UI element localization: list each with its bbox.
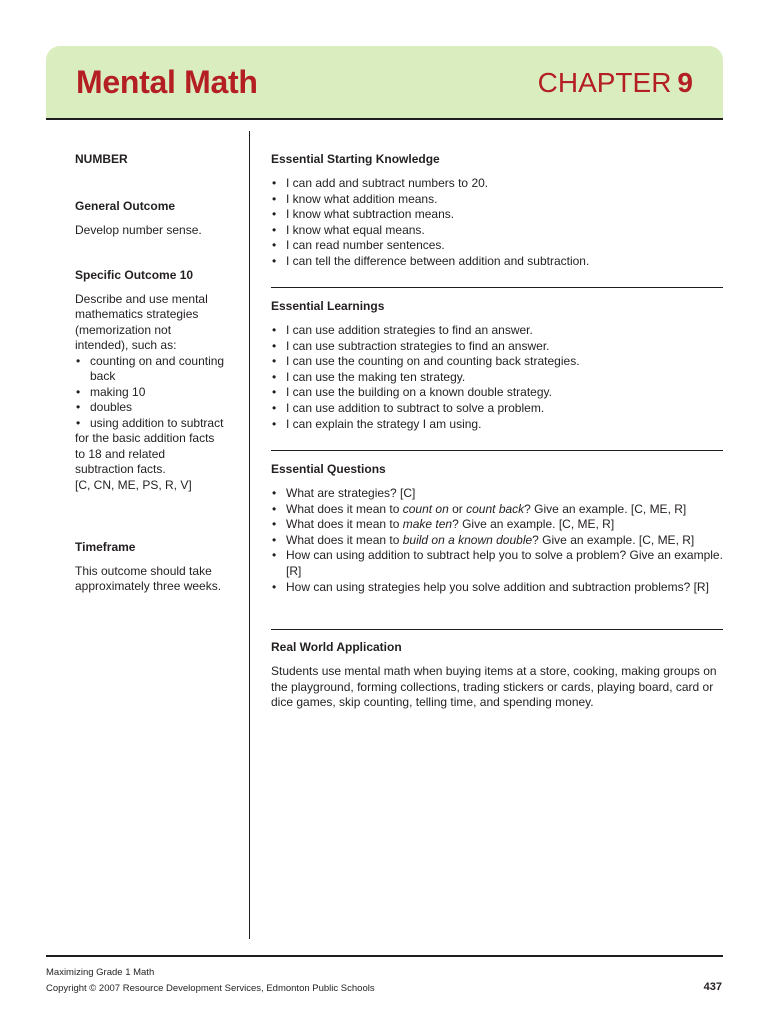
column-divider bbox=[249, 131, 250, 939]
list-item: • I can use addition strategies to find an answer. bbox=[271, 323, 723, 339]
section-heading: Essential Learnings bbox=[271, 299, 385, 313]
question-term: count on bbox=[402, 501, 449, 516]
starting-knowledge-list bbox=[271, 176, 723, 270]
list-item: • I can use addition to subtract to solve a problem. bbox=[271, 401, 723, 417]
specific-outcome-codes: [C, CN, ME, PS, R, V] bbox=[75, 477, 192, 492]
section-heading: Essential Questions bbox=[271, 462, 386, 476]
specific-outcome-block bbox=[75, 268, 225, 493]
list-item: • making 10 bbox=[75, 385, 225, 401]
section-divider bbox=[271, 287, 723, 288]
list-item: • I know what equal means. bbox=[271, 223, 723, 239]
footer-rule bbox=[46, 955, 723, 957]
section-heading: Essential Starting Knowledge bbox=[271, 152, 440, 166]
page-number: 437 bbox=[703, 981, 722, 993]
list-item: • I can use the building on a known double strategy. bbox=[271, 385, 723, 401]
list-item: • using addition to subtract bbox=[75, 416, 225, 432]
section-divider bbox=[271, 629, 723, 630]
list-item: • I can use the making ten strategy. bbox=[271, 370, 723, 386]
page-title: Mental Math bbox=[76, 64, 258, 100]
questions-list bbox=[271, 486, 723, 595]
chapter-heading bbox=[538, 64, 693, 102]
list-item: • doubles bbox=[75, 400, 225, 416]
list-item: • I can use subtraction strategies to find an answer. bbox=[271, 339, 723, 355]
question-text: What does it mean to bbox=[286, 517, 403, 532]
strand-heading: NUMBER bbox=[75, 152, 128, 166]
list-item: • I know what subtraction means. bbox=[271, 207, 723, 223]
list-item: • I can use the counting on and counting back strategies. bbox=[271, 354, 723, 370]
starting-knowledge-section bbox=[271, 152, 723, 270]
general-outcome-heading: General Outcome bbox=[75, 199, 176, 213]
list-item: • I can add and subtract numbers to 20. bbox=[271, 176, 723, 192]
learnings-section bbox=[271, 299, 723, 432]
question-text: What does it mean to bbox=[286, 501, 403, 516]
list-item bbox=[271, 502, 723, 518]
question-text: ? Give an example. [C, ME, R] bbox=[452, 517, 615, 532]
list-item: • I know what addition means. bbox=[271, 192, 723, 208]
footer-copyright: Copyright © 2007 Resource Development Services, Edmonton Public Schools bbox=[46, 983, 375, 994]
question-text: What does it mean to bbox=[286, 532, 403, 547]
question-text: or bbox=[448, 501, 467, 516]
section-divider bbox=[271, 450, 723, 451]
question-term: build on a known double bbox=[402, 532, 533, 547]
timeframe-heading: Timeframe bbox=[75, 540, 136, 554]
list-item bbox=[271, 533, 723, 549]
specific-outcome-heading: Specific Outcome 10 bbox=[75, 268, 194, 282]
real-world-text: Students use mental math when buying items at a store, cooking, making groups on the playground, forming collections, trading stickers or cards, playing board, card or dice games, skip counting, telling time, and spending money. bbox=[271, 664, 717, 710]
questions-section bbox=[271, 462, 723, 595]
learnings-list bbox=[271, 323, 723, 432]
list-item: • counting on and counting back bbox=[75, 354, 225, 385]
question-term: make ten bbox=[402, 517, 453, 532]
banner-rule bbox=[46, 118, 723, 120]
general-outcome-block bbox=[75, 199, 225, 238]
timeframe-block bbox=[75, 540, 225, 595]
chapter-number: 9 bbox=[677, 67, 693, 98]
specific-outcome-intro: Describe and use mental mathematics strategies (memorization not intended), such as: bbox=[75, 291, 208, 352]
list-item: • I can tell the difference between addition and subtraction. bbox=[271, 254, 723, 270]
footer-book-title: Maximizing Grade 1 Math bbox=[46, 967, 155, 978]
list-item: • How can using addition to subtract help you to solve a problem? Give an example. [R] bbox=[271, 548, 723, 579]
strategy-list bbox=[75, 354, 225, 432]
list-item: • I can read number sentences. bbox=[271, 238, 723, 254]
specific-outcome-closing: for the basic addition facts to 18 and related subtraction facts. bbox=[75, 431, 215, 476]
real-world-section bbox=[271, 640, 723, 711]
general-outcome-text: Develop number sense. bbox=[75, 222, 202, 237]
list-item: • What are strategies? [C] bbox=[271, 486, 723, 502]
section-heading: Real World Application bbox=[271, 640, 402, 654]
list-item: • How can using strategies help you solve addition and subtraction problems? [R] bbox=[271, 580, 723, 596]
timeframe-text: This outcome should take approximately three weeks. bbox=[75, 563, 222, 593]
list-item: • I can explain the strategy I am using. bbox=[271, 417, 723, 433]
strand-block bbox=[75, 152, 225, 168]
list-item bbox=[271, 517, 723, 533]
question-term: count back bbox=[466, 501, 525, 516]
question-text: ? Give an example. [C, ME, R] bbox=[524, 501, 687, 516]
chapter-label: CHAPTER bbox=[537, 67, 672, 98]
question-text: ? Give an example. [C, ME, R] bbox=[532, 532, 695, 547]
